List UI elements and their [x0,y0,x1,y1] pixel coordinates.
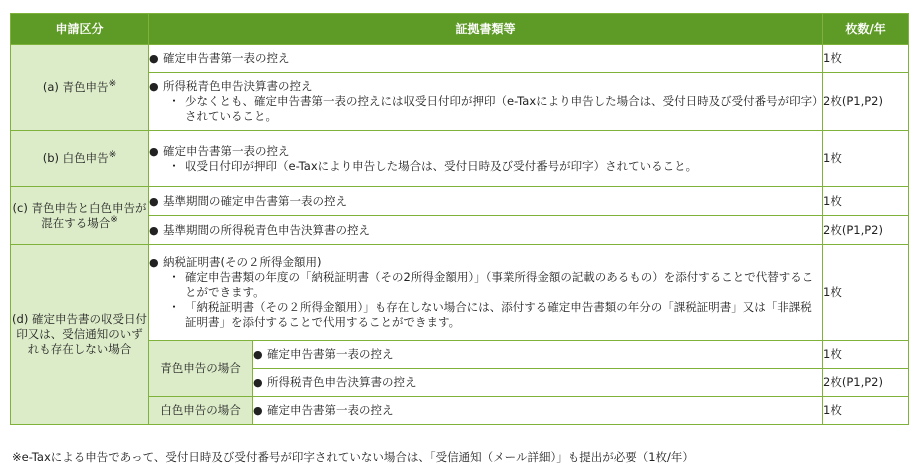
category-c-cell [11,187,149,245]
document-item: ● 確定申告書第一表の控え [253,341,823,369]
sub-bullet-icon: ・ [168,270,180,284]
category-b-cell [11,131,149,187]
document-item: ● 所得税青色申告決算書の控え ・ 少なくとも、確定申告書第一表の控えには収受日付印が押印（e-Taxにより申告した場合は、受付日時及び受付番号が印字）されていること。 [149,73,823,131]
category-d-label: (d) 確定申告書の収受日付印又は、受信通知のいずれも存在しない場合 [12,312,147,356]
count-cell: 2枚(P1,P2) [823,369,909,397]
header-category: 申請区分 [11,14,149,45]
header-documents: 証拠書類等 [149,14,823,45]
bullet-icon: ● [149,223,159,237]
count-cell: 2枚(P1,P2) [823,216,909,245]
table-row [11,131,909,187]
bullet-icon: ● [149,194,159,208]
bullet-icon: ● [253,376,263,389]
footnote: ※e-Taxによる申告であって、受付日時及び受付番号が印字されていない場合は、「受信通知（メール詳細）」も提出が必要（1枚/年） [12,450,694,464]
category-c-label: (c) 青色申告と白色申告が混在する場合 [12,200,147,230]
footnote-mark: ※ [108,150,117,161]
evidence-documents-table [10,13,909,425]
count-cell: 2枚(P1,P2) [823,73,909,131]
document-item: ● 確定申告書第一表の控え [149,45,823,73]
document-item: ● 基準期間の確定申告書第一表の控え [149,187,823,216]
bullet-icon: ● [149,80,159,93]
sub-bullet-icon: ・ [168,300,180,314]
footnote-mark: ※ [110,214,118,225]
white-return-subcategory: 白色申告の場合 [149,397,253,425]
sub-bullet-icon: ・ [168,94,180,108]
document-item: ● 確定申告書第一表の控え ・ 収受日付印が押印（e-Taxにより申告した場合は、受付日時及び受付番号が印字）されていること。 [149,131,823,187]
bullet-icon: ● [149,144,159,158]
category-a-label: (a) 青色申告 [42,80,109,94]
count-cell: 1枚 [823,131,909,187]
header-count: 枚数/年 [823,14,909,45]
bullet-icon: ● [149,52,159,65]
count-cell: 1枚 [823,45,909,73]
count-cell: 1枚 [823,397,909,425]
count-cell: 1枚 [823,187,909,216]
blue-return-subcategory: 青色申告の場合 [149,341,253,397]
sub-bullet-icon: ・ [168,158,180,173]
category-b-label: (b) 白色申告 [42,151,109,165]
category-d-cell [11,245,149,425]
table-row [11,187,909,216]
table-row [11,245,909,341]
bullet-icon: ● [253,348,263,361]
count-cell: 1枚 [823,341,909,369]
document-item: ● 基準期間の所得税青色申告決算書の控え [149,216,823,245]
bullet-icon: ● [253,404,263,417]
document-item: ● 確定申告書第一表の控え [253,397,823,425]
bullet-icon: ● [149,256,159,269]
document-item: ● 納税証明書(その２所得金額用) ・ 確定申告書類の年度の「納税証明書（その2所得金額用）」（事業所得金額の記載のあるもの）を添付することで代替することができます。 ・ 「納税証明書（その２所得金額用）」も存在しない場合には、添付する確定申告書類の年分の「課税証明書」又は「非課税証明書」を添付することで代用することができます。 [149,245,823,341]
document-item: ● 所得税青色申告決算書の控え [253,369,823,397]
count-cell: 1枚 [823,245,909,341]
table-header-row [11,14,909,45]
footnote-mark: ※ [108,79,117,90]
table-row [11,45,909,73]
category-a-cell [11,45,149,131]
